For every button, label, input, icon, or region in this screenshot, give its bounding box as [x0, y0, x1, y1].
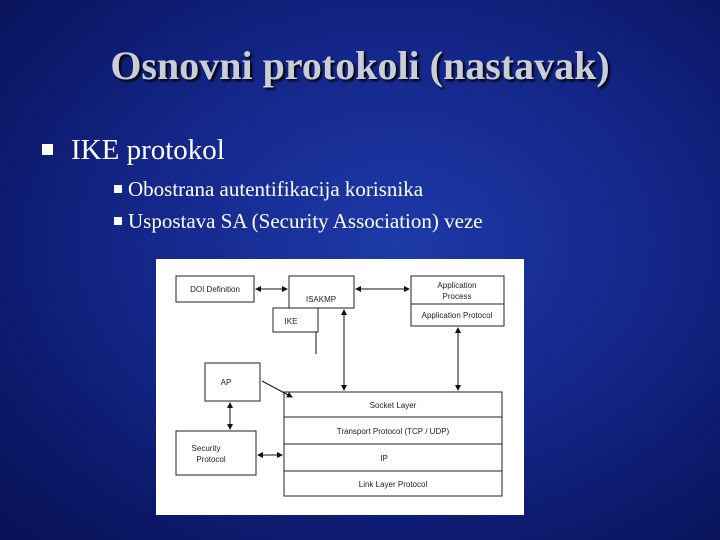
sub-bullet-1	[114, 177, 423, 202]
bullet-ike	[42, 134, 225, 167]
security-label-1: Security	[191, 444, 221, 453]
security-label-2: Protocol	[196, 455, 226, 464]
sub-bullet-1-text: Obostrana autentifikacija korisnika	[128, 177, 424, 201]
isakmp-label: ISAKMP	[305, 295, 337, 304]
socket-label: Socket Layer	[369, 401, 417, 410]
app-protocol-label: Application Protocol	[421, 311, 493, 320]
security-protocol-box	[176, 431, 256, 475]
diagram-svg	[156, 259, 524, 515]
square-bullet-icon	[42, 144, 53, 155]
bullet-ike-text: IKE protokol	[71, 134, 225, 166]
ip-box	[284, 444, 502, 471]
ip-label: IP	[380, 454, 388, 463]
ike-architecture-diagram	[156, 259, 524, 515]
ike-label: IKE	[284, 317, 298, 326]
square-bullet-icon	[114, 185, 122, 193]
sub-bullet-2-text: Uspostava SA (Security Association) veze	[128, 209, 483, 233]
square-bullet-icon	[114, 217, 122, 225]
arrow-ap-socket	[262, 381, 292, 397]
ap-box	[205, 363, 260, 401]
app-process-label-2: Process	[442, 292, 472, 301]
doi-label: DOI Definition	[190, 285, 240, 294]
sub-bullet-2	[114, 209, 483, 234]
ap-label: AP	[220, 378, 232, 387]
app-process-label-1: Application	[437, 281, 477, 290]
transport-label: Transport Protocol (TCP / UDP)	[336, 427, 450, 436]
link-layer-label: Link Layer Protocol	[358, 480, 428, 489]
slide-title: Osnovni protokoli (nastavak)	[110, 43, 610, 88]
